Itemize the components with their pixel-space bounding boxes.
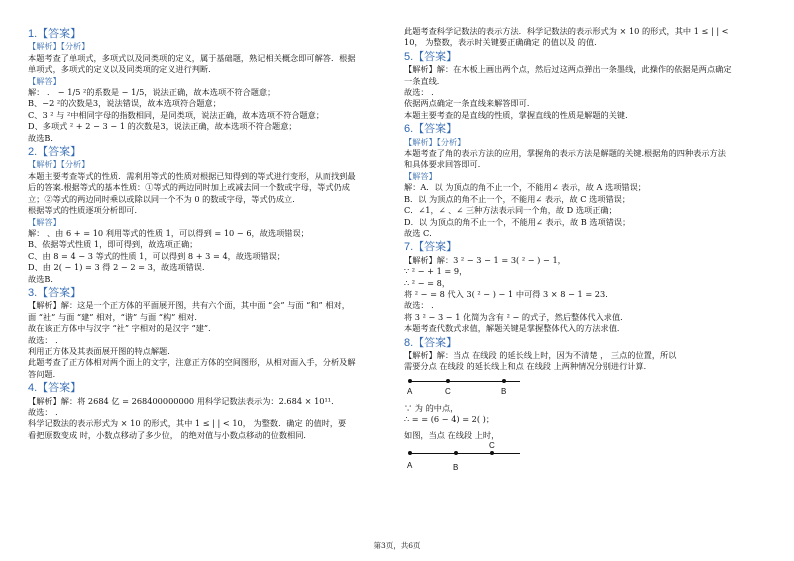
text-line: 单项式，多项式的定义以及同类项的定义进行判断． <box>28 64 217 75</box>
analysis-tag: 【解析】【分析】 <box>404 136 466 147</box>
text-line: 和具体要求回答即可． <box>404 159 486 170</box>
question-1-heading: 1.【答案】 <box>28 28 82 40</box>
text-line: 本题主要考查的是直线的性质，掌握直线的性质是解题的关键． <box>404 109 634 120</box>
text-line: 面 “社” 与面 “建” 相对，“谐” 与面 “构” 相对． <box>28 311 203 322</box>
text-line: 10， 为整数，表示时关键要正确确定 的值以及 的值． <box>404 37 603 48</box>
segment-diagram-1 <box>404 373 772 403</box>
text-line: 根据等式的性质逐项分析即可． <box>28 205 143 216</box>
text-line: 故选： ． <box>28 334 64 345</box>
text-line: ∴ ² − = 8， <box>404 277 451 288</box>
text-line: 本题考查了单项式，多项式以及同类项的定义，属于基础题，熟记相关概念即可解答．根据 <box>28 52 356 63</box>
text-line: 本题主要考查等式的性质．需利用等式的性质对根据已知得到的等式进行变形，从而找到最 <box>28 170 356 181</box>
text-line: 看把原数变成 时，小数点移动了多少位， 的绝对值与小数点移动的位数相同． <box>28 429 312 440</box>
point-a <box>408 379 412 383</box>
text-line: D、多项式 ² + 2 − 3 − 1 的次数是3，说法正确，故本选项不符合题意； <box>28 121 297 132</box>
text-line: 故选： ． <box>404 87 440 98</box>
question-4-continued <box>404 26 772 49</box>
segment-line <box>410 453 520 454</box>
text-line: 科学记数法的表示形式为 × 10 的形式，其中 1 ≤ | | < 10， 为整数．确定 的值时，要 <box>28 418 347 429</box>
text-line: 故选： ． <box>28 407 64 417</box>
text-line: 立；②等式的两边同时乘以或除以同一个不为 0 的数或字母，等式仍成立． <box>28 193 301 204</box>
text-line: ∵ 为 的中点， <box>404 402 459 413</box>
text-line: 解：A．以 为顶点的角不止一个，不能用∠ 表示，故 A 选项错误； <box>404 182 646 193</box>
question-8-heading: 8.【答案】 <box>404 336 458 349</box>
label-b: B <box>453 463 459 472</box>
question-4-heading: 4.【答案】 <box>28 382 82 395</box>
text-line: 如图，当点 在线段 上时， <box>404 429 500 440</box>
text-line: 【解析】解：将 2684 亿 = 268400000000 用科学记数法表示为：2.684 × 10¹¹． <box>28 395 340 406</box>
text-line: 【解析】解：3 ² − 3 − 1 = 3( ² − ) − 1， <box>404 254 566 265</box>
question-5 <box>404 52 772 121</box>
question-7 <box>404 242 772 334</box>
text-line: 【解析】解：当点 在线段 的延长线上时，因为不清楚 ， 三点的位置，所以 <box>404 349 677 360</box>
text-line: 利用正方体及其表面展开图的特点解题． <box>28 345 176 356</box>
point-b <box>502 379 506 383</box>
text-line: 答问题． <box>28 368 61 379</box>
segment-diagram-2 <box>404 441 772 475</box>
question-6-heading: 6.【答案】 <box>404 123 458 136</box>
question-6 <box>404 124 772 239</box>
text-line: C、3 ² 与 ²中相同字母的指数相同，是同类项，说法正确，故本选项不符合题意； <box>28 109 325 120</box>
text-line: 故在该正方体中与汉字 “社” 字相对的是汉字 “建”． <box>28 323 217 334</box>
label-c: C <box>489 441 495 450</box>
analysis-tag: 【解析】【分析】 <box>28 159 90 170</box>
text-line: B、依据等式性质 1，即可得到，故选项正确； <box>28 239 198 250</box>
text-line: 本题考查代数式求值，解题关键是掌握整体代入的方法求值． <box>404 323 626 334</box>
text-line: 故选B． <box>28 273 59 284</box>
analysis-tag: 【解析】【分析】 <box>28 41 90 52</box>
solution-tag: 【解答】 <box>404 170 437 181</box>
text-line: 【解析】解：在木板上画出两个点，然后过这两点弹出一条墨线，此操作的依据是两点确定 <box>404 64 732 75</box>
label-c: C <box>445 386 451 396</box>
point-b <box>454 451 458 455</box>
question-7-heading: 7.【答案】 <box>404 241 458 254</box>
text-line: 将 3 ² − 3 − 1 化简为含有 ² − 的式子，然后整体代入求值． <box>404 311 629 322</box>
text-line: D、由 2( − 1) = 3 得 2 − 2 = 3，故选项错误． <box>28 262 211 273</box>
label-a: A <box>407 386 413 396</box>
text-line: 故选： ． <box>404 300 440 311</box>
question-4 <box>28 383 396 441</box>
text-line: 故选 C． <box>404 227 438 238</box>
label-b: B <box>501 386 507 396</box>
question-3 <box>28 288 396 380</box>
text-line: B、−2 ²的次数是3，说法错误，故本选项符合题意； <box>28 98 221 109</box>
text-line: 解： 、由 6 + = 10 利用等式的性质 1，可以得到 = 10 − 6，故选项错误； <box>28 227 309 238</box>
text-line: 【解析】解：这是一个正方体的平面展开图，共有六个面，其中面 “会” 与面 “和” 相对， <box>28 300 350 311</box>
text-line: ∴ = = (6 − 4) = 2( )； <box>404 414 495 425</box>
text-line: B．以 为顶点的角不止一个，不能用∠ 表示，故 C 选项错误； <box>404 193 631 204</box>
text-line: 需要分点 在线段 的延长线上和点 在线段 上两种情况分别进行计算． <box>404 361 652 372</box>
text-line: 故选B． <box>28 132 59 143</box>
page-footer: 第3页，共6页 <box>373 541 421 550</box>
text-line: 解： ． − 1/5 ²的系数是 − 1/5，说法正确，故本选项不符合题意； <box>28 87 276 98</box>
text-line: ∵ ² − + 1 = 9， <box>404 266 468 277</box>
question-8 <box>404 338 772 475</box>
question-5-heading: 5.【答案】 <box>404 50 458 63</box>
point-c <box>490 451 494 455</box>
point-c <box>446 379 450 383</box>
point-a <box>408 451 412 455</box>
solution-tag: 【解答】 <box>28 75 61 86</box>
question-3-heading: 3.【答案】 <box>28 286 82 299</box>
text-line: 将 ² − = 8 代入 3( ² − ) − 1 中可得 3 × 8 − 1 = 23． <box>404 288 614 299</box>
solution-tag: 【解答】 <box>28 216 61 227</box>
text-line: C、由 8 = 4 − 3 等式的性质 1，可以得到 8 + 3 = 4，故选项错误； <box>28 250 285 261</box>
text-line: C．∠1，∠ 、∠ 三种方法表示同一个角，故 D 选项正确； <box>404 205 617 216</box>
text-line: D．以 为顶点的角不止一个，不能用∠ 表示，故 B 选项错误； <box>404 216 631 227</box>
question-1 <box>28 29 396 144</box>
text-line: 依据两点确定一条直线来解答即可． <box>404 98 536 109</box>
text-line: 此题考查了正方体相对两个面上的文字，注意正方体的空间图形，从相对面入手，分析及解 <box>28 357 356 368</box>
text-line: 一条直线． <box>404 75 445 86</box>
right-column <box>404 26 772 475</box>
question-2 <box>28 147 396 285</box>
text-line: 后的答案.根据等式的基本性质：①等式的两边同时加上或减去同一个数或字母，等式仍成 <box>28 182 350 193</box>
left-column <box>28 26 396 441</box>
question-2-heading: 2.【答案】 <box>28 146 82 159</box>
text-line: 此题考查科学记数法的表示方法．科学记数法的表示形式为 × 10 的形式，其中 1 ≤ | | < <box>404 26 729 36</box>
text-line: 本题考查了角的表示方法的应用，掌握角的表示方法是解题的关键.根据角的四种表示方法 <box>404 148 726 159</box>
label-a: A <box>407 461 413 470</box>
